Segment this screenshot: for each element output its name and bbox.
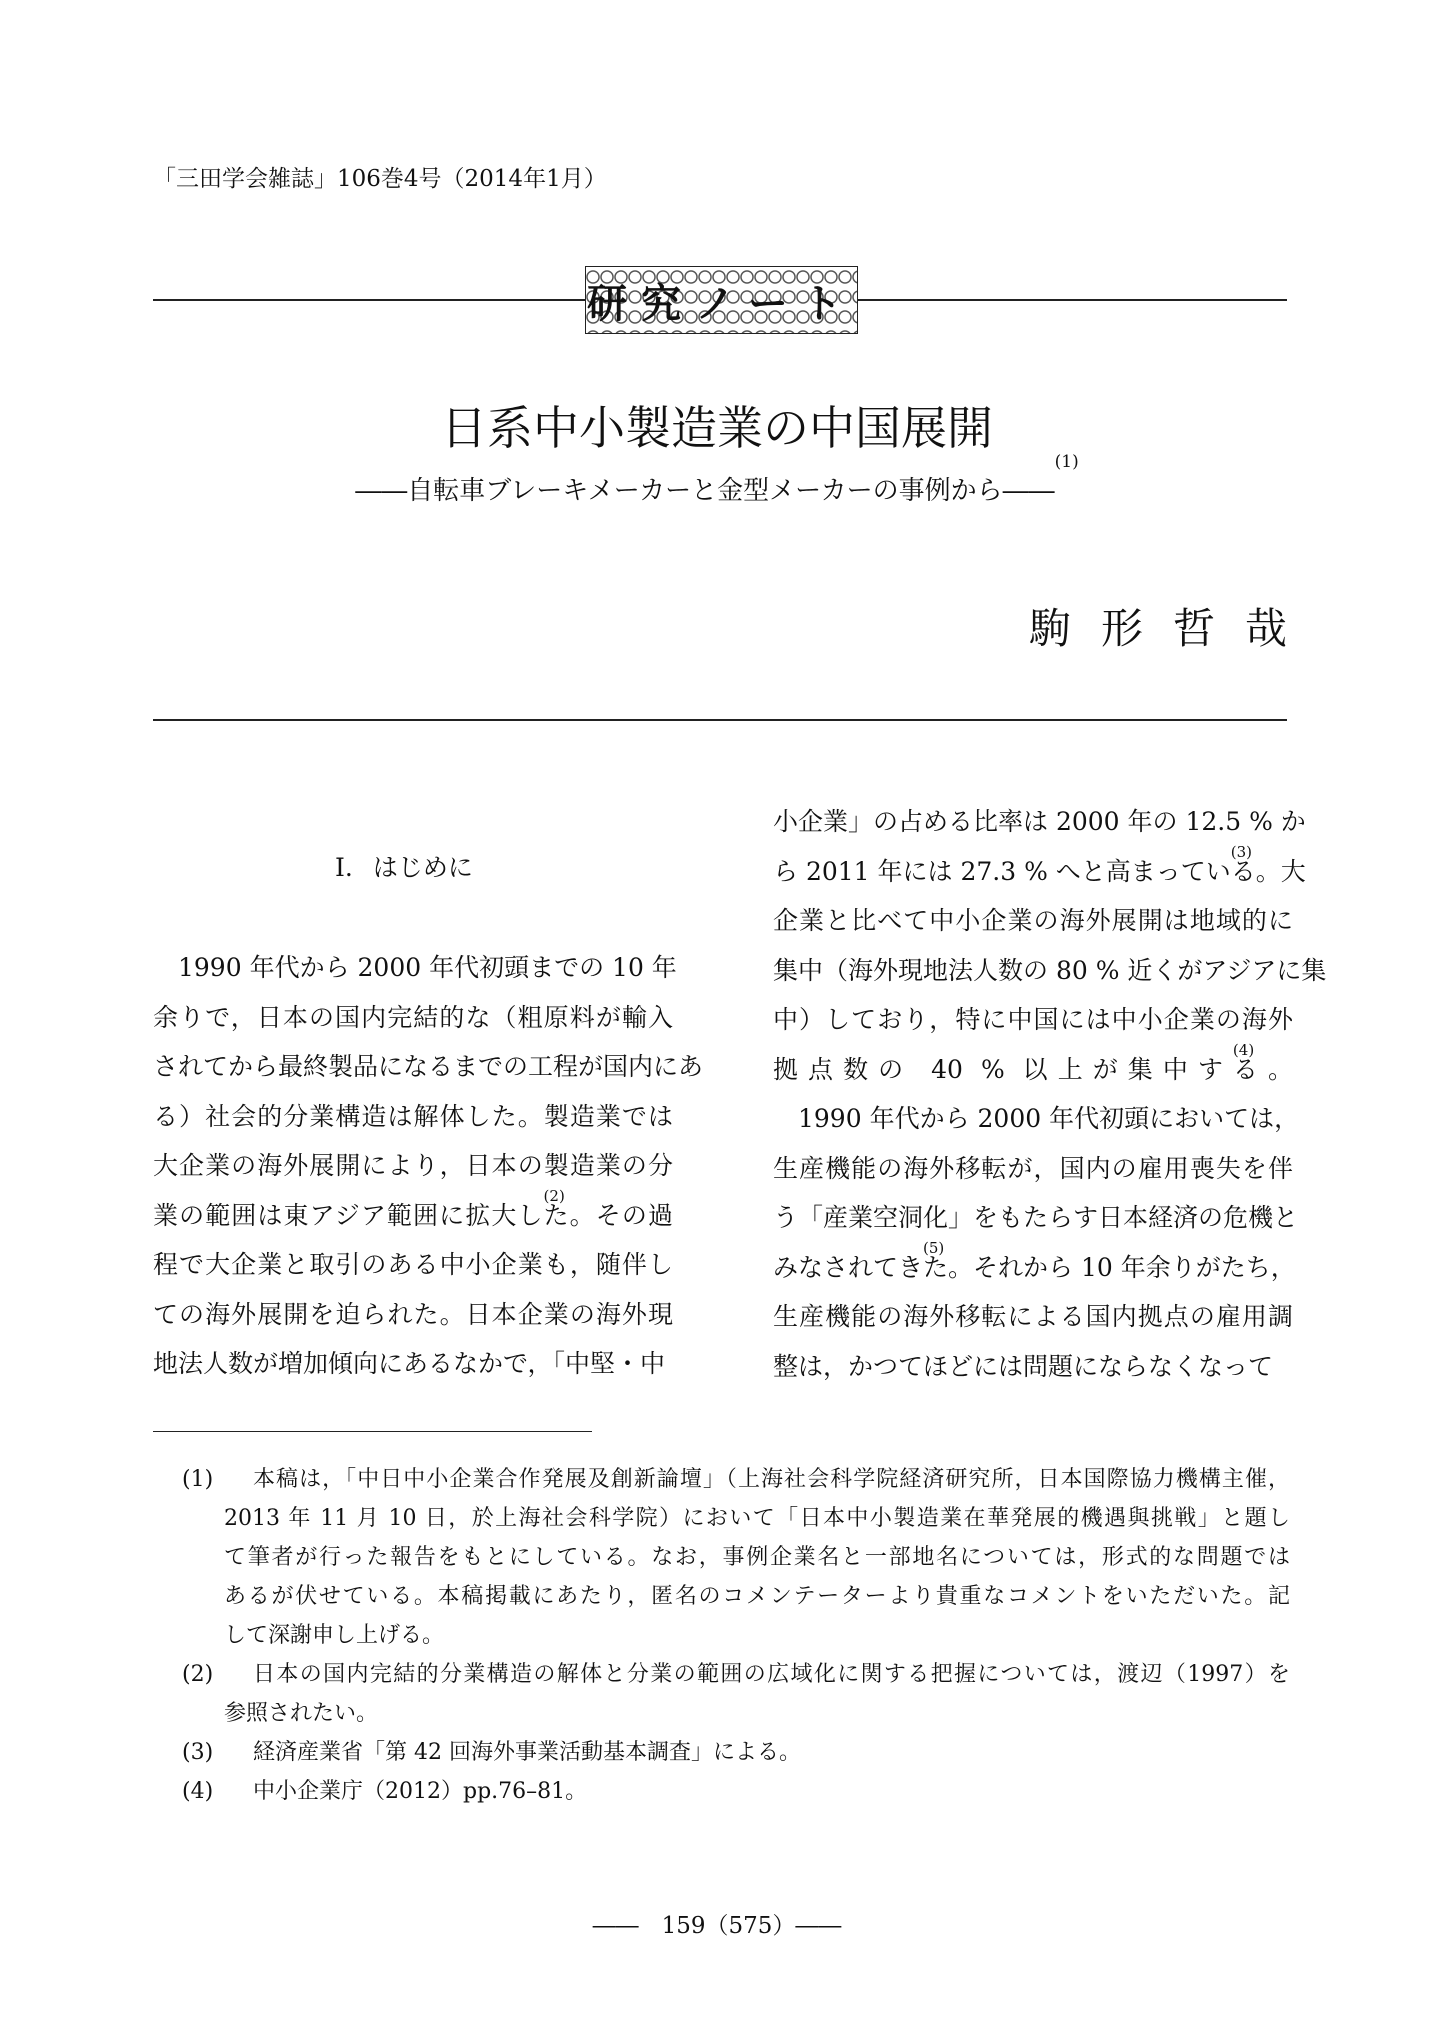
- text-segment: 1990 年代から 2000 年代初頭においては，: [773, 1104, 1300, 1133]
- noted-char: [543, 1186, 569, 1241]
- footnote-line: て筆者が行った報告をもとにしている。なお，事例企業名と一部地名については，形式的な問題では: [224, 1545, 1290, 1570]
- text-segment: 。その過: [568, 1200, 673, 1230]
- title-rule: [153, 719, 1287, 721]
- text-line: [773, 946, 1327, 996]
- noted-char: [923, 1238, 949, 1293]
- text-line: [153, 1240, 673, 1290]
- text-segment: 大企業の海外展開により，日本の製造業の分: [153, 1151, 673, 1180]
- text-segment: みなされてき: [773, 1252, 924, 1282]
- text-segment: る: [1232, 1054, 1258, 1084]
- footnote-rule: [153, 1431, 592, 1432]
- footnote-line: 本稿は，「中日中小企業合作発展及創新論壇」（上海社会科学院経済研究所，日本国際協力機構主催，: [253, 1467, 1290, 1492]
- text-line: [153, 1290, 673, 1340]
- text-line: [773, 896, 1293, 946]
- section-title: はじめに: [372, 853, 473, 882]
- article-type-badge: [585, 266, 858, 334]
- header-rule-right: [858, 299, 1287, 301]
- text-segment: されてから最終製品になるまでの工程が国内にあ: [153, 1052, 704, 1081]
- text-line: [773, 995, 1293, 1045]
- section-number: I.: [335, 853, 353, 882]
- text-line: [773, 842, 1306, 897]
- text-segment: 拠点数の 40 % 以上が集中す: [773, 1054, 1233, 1084]
- footnote-item: [182, 1460, 1290, 1655]
- footnote-line: 参照されたい。: [224, 1701, 379, 1726]
- text-line: [153, 993, 673, 1043]
- text-segment: 集中（海外現地法人数の 80 % 近くがアジアに集: [773, 955, 1327, 985]
- text-segment: た: [543, 1200, 569, 1230]
- footnote-ref[interactable]: (2): [543, 1186, 565, 1205]
- footnote-line: 日本の国内完結的分業構造の解体と分業の範囲の広域化に関する把握については，渡辺（1997）を: [253, 1662, 1290, 1687]
- text-line: [773, 1144, 1293, 1194]
- text-line: [153, 943, 677, 993]
- header-rule-left: [153, 299, 585, 301]
- page-number: ―― 159（575）――: [592, 1913, 842, 1939]
- text-line: [153, 1092, 673, 1142]
- footnote-line: して深謝申し上げる。: [224, 1623, 445, 1648]
- noted-char: [1230, 842, 1256, 897]
- text-line: [773, 797, 1306, 847]
- text-segment: う「産業空洞化」をもたらす日本経済の危機と: [773, 1203, 1299, 1232]
- footnote-item: [182, 1733, 1290, 1772]
- footnote-line: 経済産業省「第 42 回海外事業活動基本調査」による。: [253, 1740, 801, 1765]
- footnote-number: (2): [182, 1662, 214, 1687]
- text-segment: 小企業」の占める比率は 2000 年の 12.5 % か: [773, 807, 1306, 836]
- footnote-number: (4): [182, 1779, 214, 1804]
- article-title: 日系中小製造業の中国展開: [441, 401, 993, 455]
- text-segment: 余りで，日本の国内完結的な（粗原料が輸入: [153, 1002, 673, 1032]
- subtitle-text: ――自転車ブレーキメーカーと金型メーカーの事例から――: [355, 476, 1055, 506]
- text-segment: 。大: [1255, 856, 1306, 886]
- text-segment: 1990 年代から 2000 年代初頭までの 10 年: [153, 953, 677, 982]
- text-segment: 企業と比べて中小企業の海外展開は地域的に: [773, 906, 1293, 935]
- footnotes: [182, 1460, 1290, 1811]
- text-segment: 生産機能の海外移転による国内拠点の雇用調: [773, 1302, 1293, 1331]
- article-type-label: 研究ノート: [587, 280, 856, 327]
- footnote-number: (1): [182, 1467, 214, 1492]
- text-segment: 業の範囲は東アジア範囲に拡大し: [153, 1200, 544, 1230]
- footnote-ref[interactable]: (3): [1230, 842, 1253, 861]
- author-name: 駒形哲哉: [1028, 604, 1317, 653]
- section-heading: [335, 848, 473, 884]
- text-line: [153, 1141, 673, 1191]
- text-segment: ら 2011 年には 27.3 % へと高まってい: [773, 856, 1231, 886]
- footnote-item: [182, 1772, 1290, 1811]
- noted-char: [1232, 1040, 1258, 1095]
- text-segment: 中）しており，特に中国には中小企業の海外: [773, 1005, 1293, 1034]
- text-segment: 整は，かつてほどには問題にならなくなって: [773, 1351, 1274, 1381]
- footnote-ref[interactable]: (5): [923, 1238, 945, 1257]
- text-segment: る）社会的分業構造は解体した。製造業では: [153, 1101, 673, 1131]
- text-line: [773, 1292, 1293, 1342]
- footnote-ref[interactable]: (1): [1054, 452, 1079, 472]
- text-line: [773, 1040, 1293, 1095]
- footnote-ref[interactable]: (4): [1232, 1040, 1255, 1059]
- text-line: [773, 1094, 1300, 1144]
- footnote-item: [182, 1655, 1290, 1733]
- left-column: [153, 943, 704, 1389]
- text-segment: 。それから 10 年余りがたち，: [948, 1252, 1296, 1282]
- footnote-line: 中小企業庁（2012）pp.76–81。: [253, 1779, 588, 1804]
- text-segment: る: [1230, 856, 1256, 886]
- text-line: [153, 1042, 704, 1092]
- text-segment: ての海外展開を迫られた。日本企業の海外現: [153, 1299, 673, 1329]
- text-line: [773, 1193, 1299, 1243]
- text-segment: 。: [1257, 1054, 1293, 1084]
- right-column: [773, 797, 1327, 1391]
- text-segment: た: [923, 1252, 949, 1282]
- text-line: [153, 1339, 673, 1389]
- text-line: [773, 1342, 1293, 1392]
- article-subtitle: [0, 452, 1434, 507]
- text-line: [773, 1238, 1296, 1293]
- text-segment: 程で大企業と取引のある中小企業も，随伴し: [153, 1250, 673, 1279]
- footnote-line: 2013 年 11 月 10 日，於上海社会科学院）において「日本中小製造業在華発展的機遇與挑戦」と題し: [224, 1506, 1290, 1531]
- text-line: [153, 1186, 673, 1241]
- journal-header: 「三田学会雑誌」106巻4号（2014年1月）: [153, 166, 607, 192]
- text-segment: 地法人数が増加傾向にあるなかで，「中堅・中: [153, 1349, 666, 1378]
- footnote-number: (3): [182, 1740, 214, 1765]
- text-segment: 生産機能の海外移転が，国内の雇用喪失を伴: [773, 1153, 1293, 1183]
- footnote-line: あるが伏せている。本稿掲載にあたり，匿名のコメンテーターより貴重なコメントをいただいた。記: [224, 1584, 1290, 1609]
